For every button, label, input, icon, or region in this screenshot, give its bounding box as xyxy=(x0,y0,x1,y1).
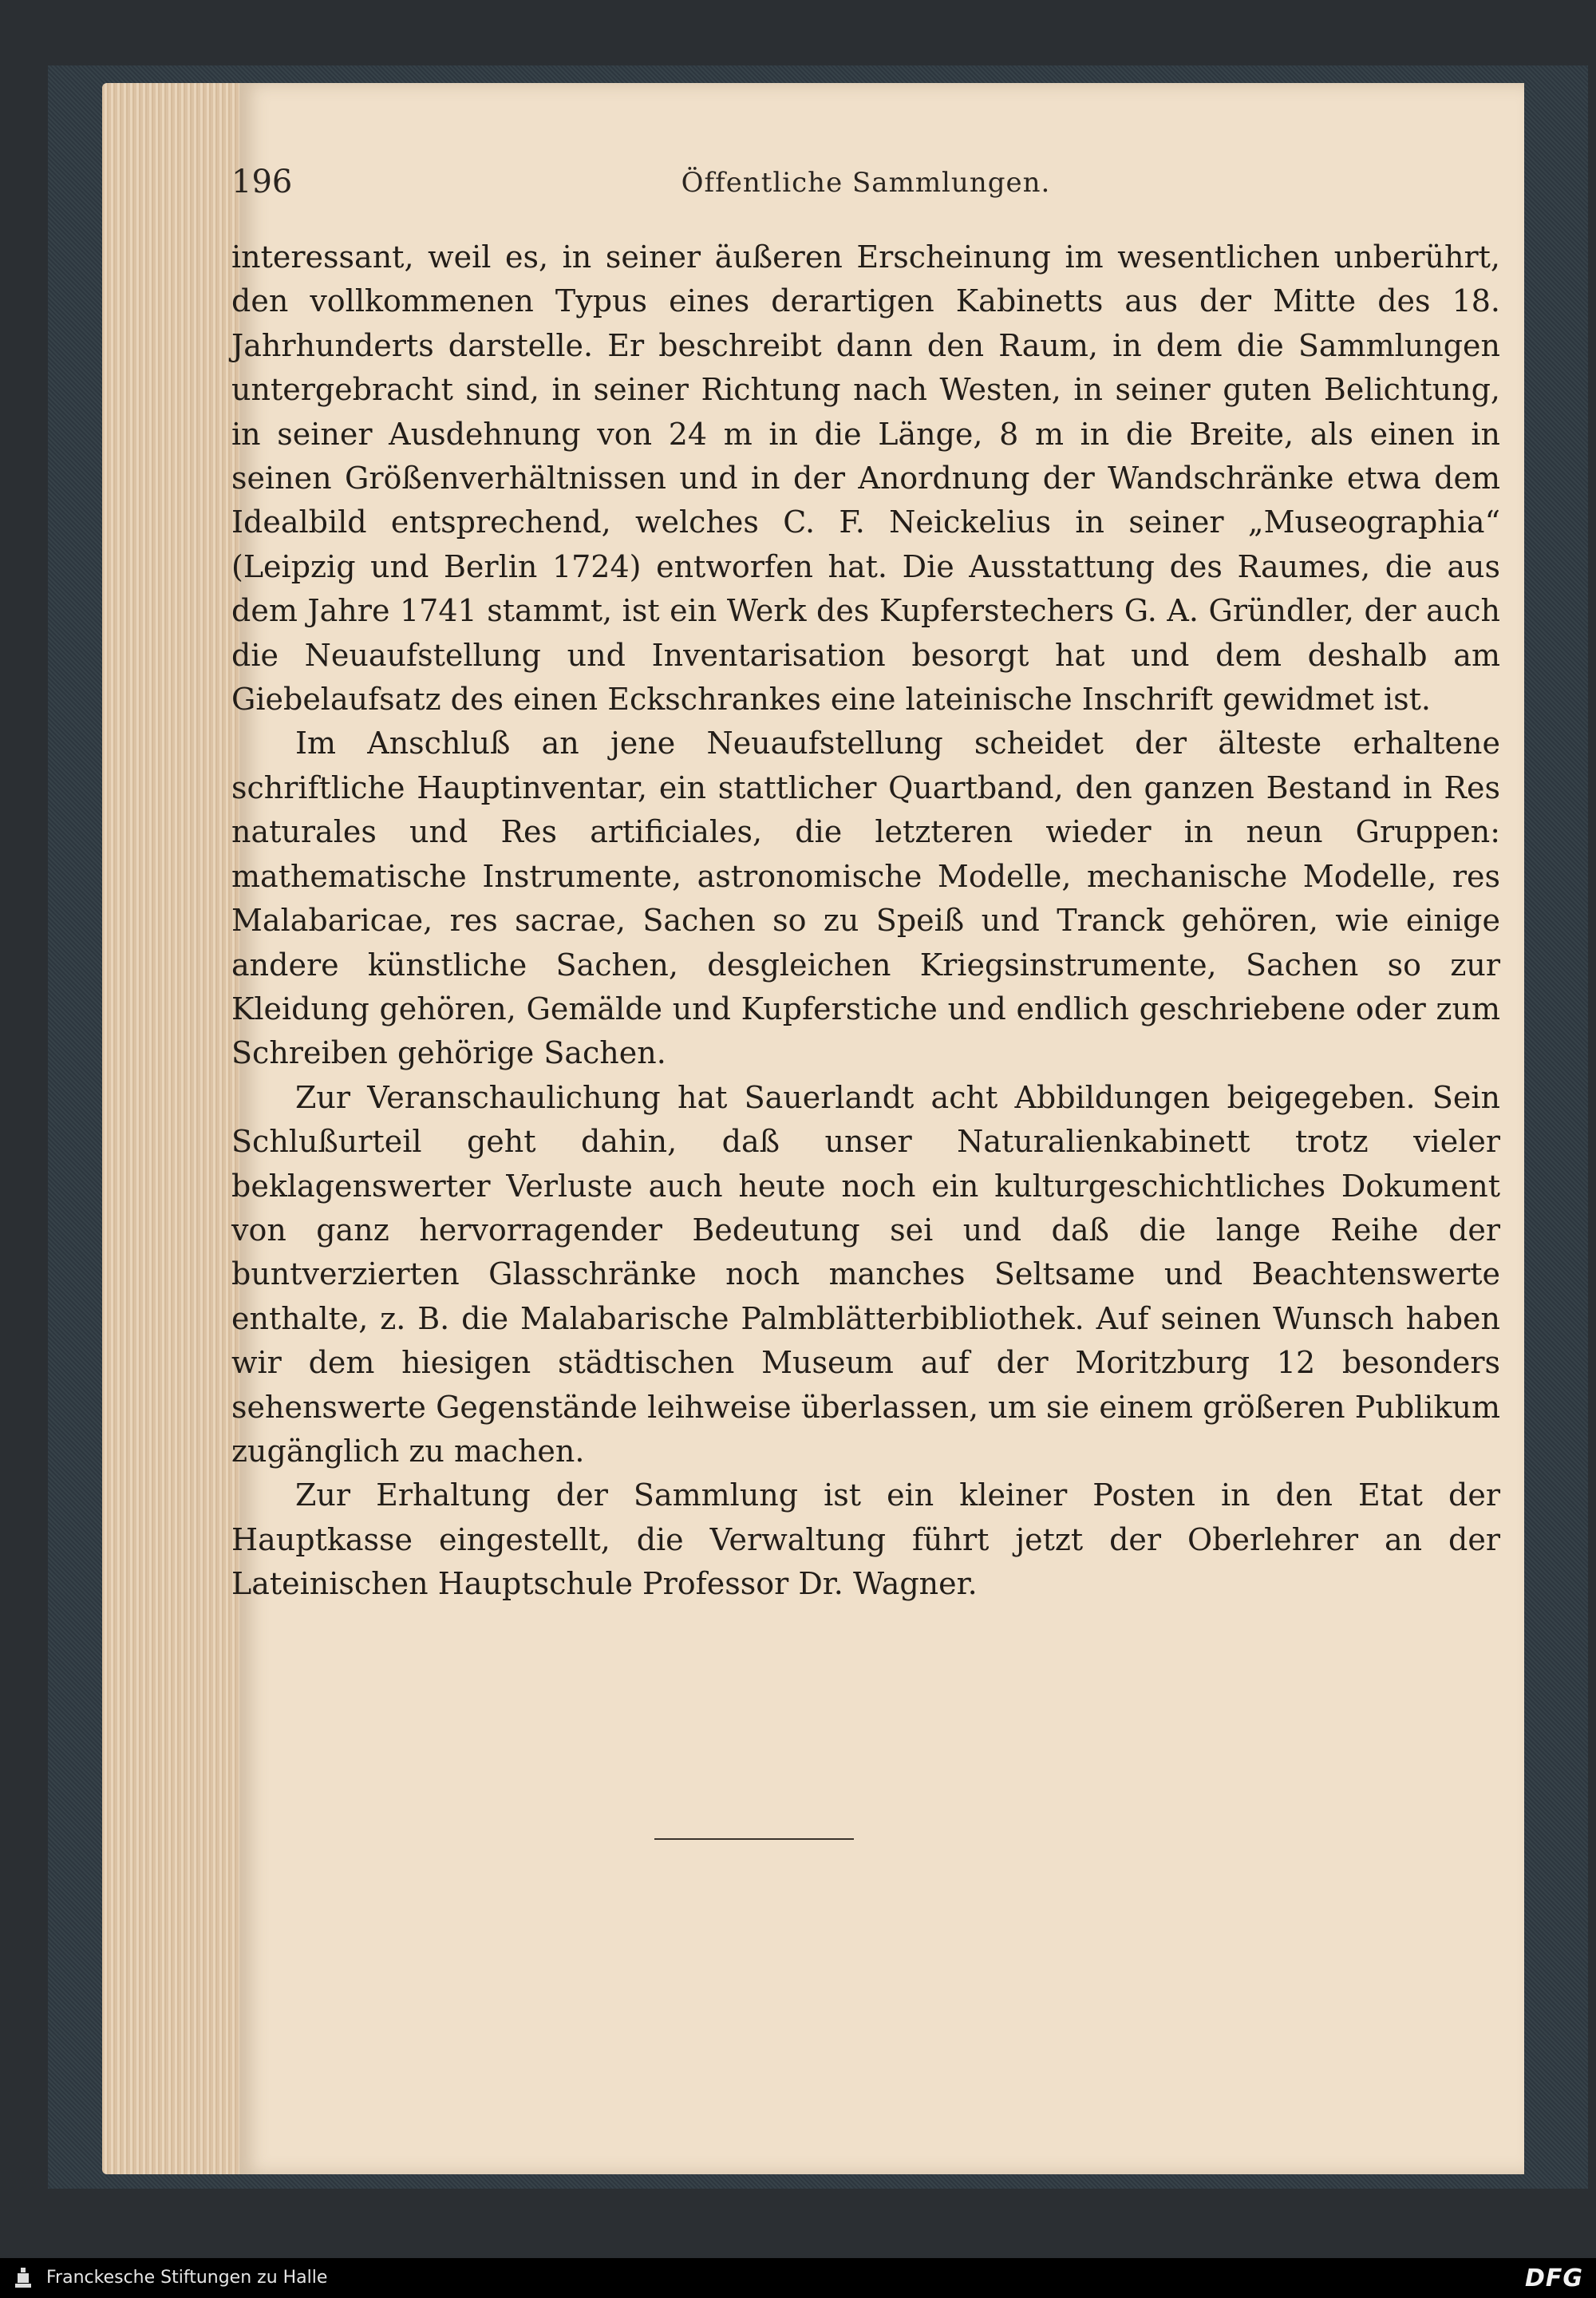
page-number: 196 xyxy=(231,164,293,200)
paragraph-4: Zur Erhaltung der Sammlung ist ein kleiner Posten in den Etat der Hauptkasse eingestellt, die Verwaltung führt jetzt der Oberlehrer an der Lateinischen Hauptschule Professor Dr. Wagner. xyxy=(231,1477,1500,1602)
running-head: Öffentliche Sammlungen. xyxy=(681,167,1051,199)
institution-name: Franckesche Stiftungen zu Halle xyxy=(46,2268,328,2288)
footer-bar xyxy=(0,2258,1596,2298)
paragraph-3: Zur Veranschaulichung hat Sauerlandt acht Abbildungen beigegeben. Sein Schlußurteil geht dahin, daß unser Naturalienkabinett trotz vieler beklagenswerter Verluste auch heute noch ein kulturgeschichtliches Dokument von ganz hervorragender Bedeutung sei und daß die lange Reihe der buntverzierten Glasschränke noch manches Seltsame und Beachtenswerte enthalte, z. B. die Malabarische Palmblätterbibliothek. Auf seinen Wunsch haben wir dem hiesigen städtischen Museum auf der Moritzburg 12 besonders sehenswerte Gegenstände leihweise überlassen, um sie einem größeren Publikum zugänglich zu machen. xyxy=(231,1079,1500,1469)
end-rule xyxy=(654,1838,854,1840)
paragraph-2: Im Anschluß an jene Neuaufstellung scheidet der älteste erhaltene schriftliche Hauptinventar, ein stattlicher Quartband, den ganzen Bestand in Res naturales und Res artificiales, die letzteren wieder in neun Gruppen: mathematische Instrumente, astronomische Modelle, mechanische Modelle, res Malabaricae, res sacrae, Sachen so zu Speiß und Tranck gehören, wie einige andere künstliche Sachen, desgleichen Kriegsinstrumente, Sachen so zur Kleidung gehören, Gemälde und Kupferstiche und endlich geschriebene oder zum Schreiben gehörige Sachen. xyxy=(231,726,1500,1071)
page-header xyxy=(231,164,1500,220)
foundation-emblem-icon xyxy=(10,2264,37,2292)
dfg-logo: DFG xyxy=(1524,2264,1583,2292)
paragraph-1: interessant, weil es, in seiner äußeren Erscheinung im wesentlichen unberührt, den vollkommenen Typus eines derartigen Kabinetts aus der Mitte des 18. Jahrhunderts darstelle. Er beschreibt dann den Raum, in dem die Sammlungen untergebracht sind, in seiner Richtung nach Westen, in seiner guten Belichtung, in seiner Ausdehnung von 24 m in die Länge, 8 m in die Breite, als einen in seinen Größenverhältnissen und in der Anordnung der Wandschränke etwa dem Idealbild entsprechend, welches C. F. Neickelius in seiner „Museographia“ (Leipzig und Berlin 1724) entworfen hat. Die Ausstattung des Raumes, die aus dem Jahre 1741 stammt, ist ein Werk des Kupferstechers G. A. Gründler, der auch die Neuaufstellung und Inventarisation besorgt hat und dem deshalb am Giebelaufsatz des einen Eckschrankes eine lateinische Inschrift gewidmet ist. xyxy=(231,239,1500,718)
page-body xyxy=(231,235,1500,1607)
